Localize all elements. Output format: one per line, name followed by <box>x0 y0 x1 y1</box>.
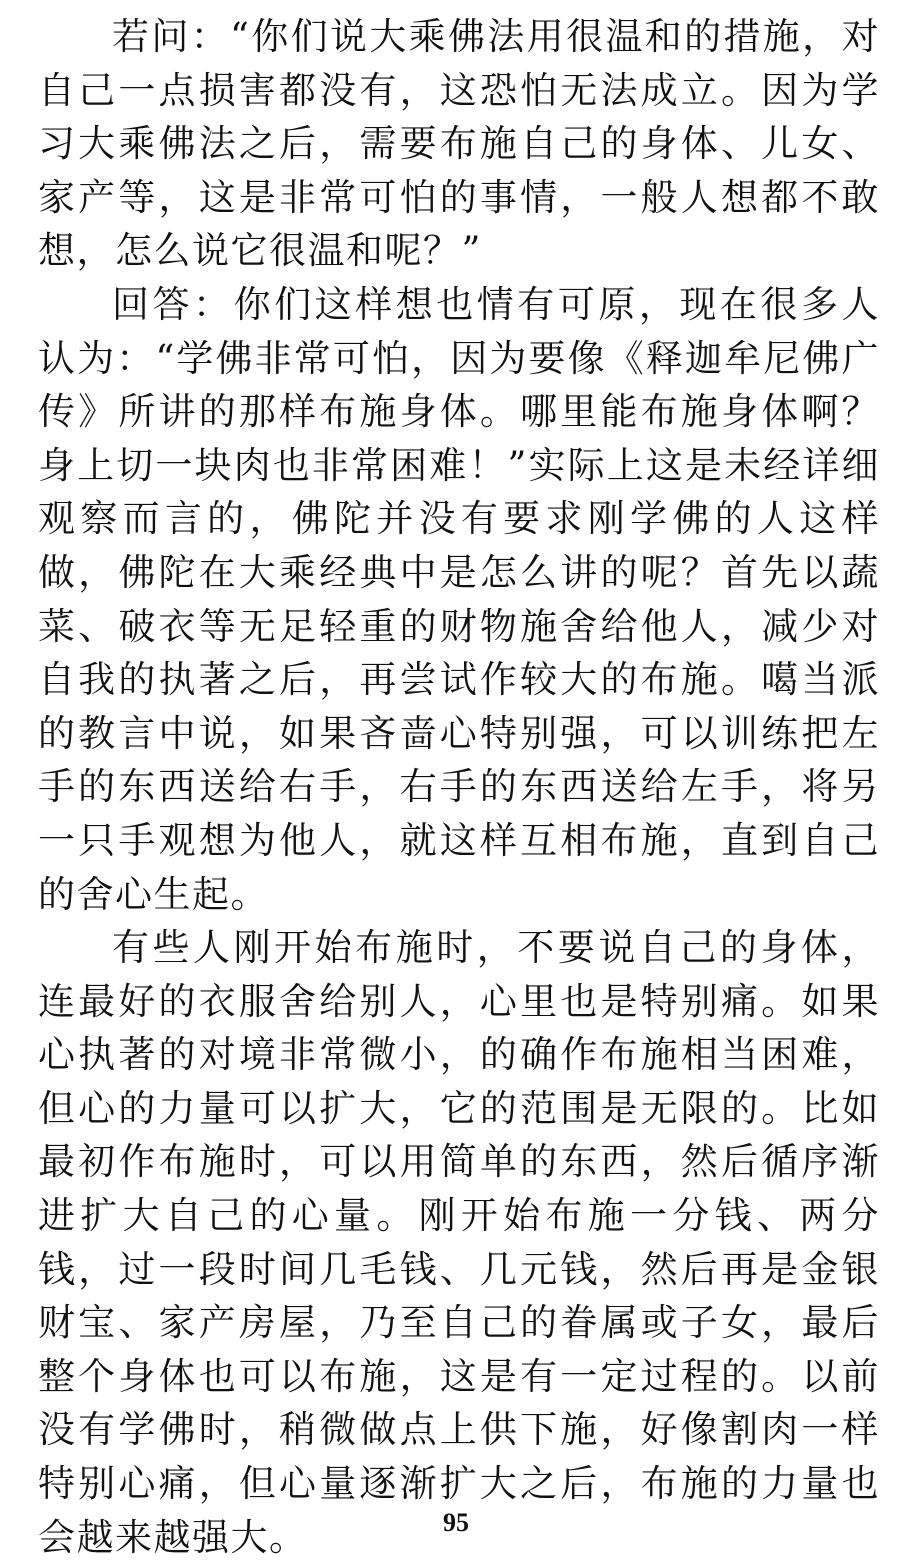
paragraph-giving-process: 有些人刚开始布施时，不要说自己的身体，连最好的衣服舍给别人，心里也是特别痛。如果心执著的对境非常微小，的确作布施相当困难，但心的力量可以扩大，它的范围是无限的。比如最初作布施时，可以用简单的东西，然后循序渐进扩大自己的心量。刚开始布施一分钱、两分钱，过一段时间几毛钱、几元钱，然后再是金银财宝、家产房屋，乃至自己的眷属或子女，最后整个身体也可以布施，这是有一定过程的。以前没有学佛时，稍微做点上供下施，好像割肉一样特别心痛，但心量逐渐扩大之后，布施的力量也会越来越强大。 <box>38 926 880 1559</box>
paragraph-answer: 回答：你们这样想也情有可原，现在很多人认为：“学佛非常可怕，因为要像《释迦牟尼佛广传》所讲的那样布施身体。哪里能布施身体啊？身上切一块肉也非常困难！”实际上这是未经详细观察而言的，佛陀并没有要求刚学佛的人这样做，佛陀在大乘经典中是怎么讲的呢？首先以蔬菜、破衣等无足轻重的财物施舍给他人，减少对自我的执著之后，再尝试作较大的布施。噶当派的教言中说，如果吝啬心特别强，可以训练把左手的东西送给右手，右手的东西送给左手，将另一只手观想为他人，就这样互相布施，直到自己的舍心生起。 <box>38 282 880 916</box>
body-text <box>38 10 880 1564</box>
paragraph-question: 若问：“你们说大乘佛法用很温和的措施，对自己一点损害都没有，这恐怕无法成立。因为学习大乘佛法之后，需要布施自己的身体、儿女、家产等，这是非常可怕的事情，一般人想都不敢想，怎么说它很温和呢？” <box>38 15 880 273</box>
page-number: 95 <box>443 1508 469 1537</box>
